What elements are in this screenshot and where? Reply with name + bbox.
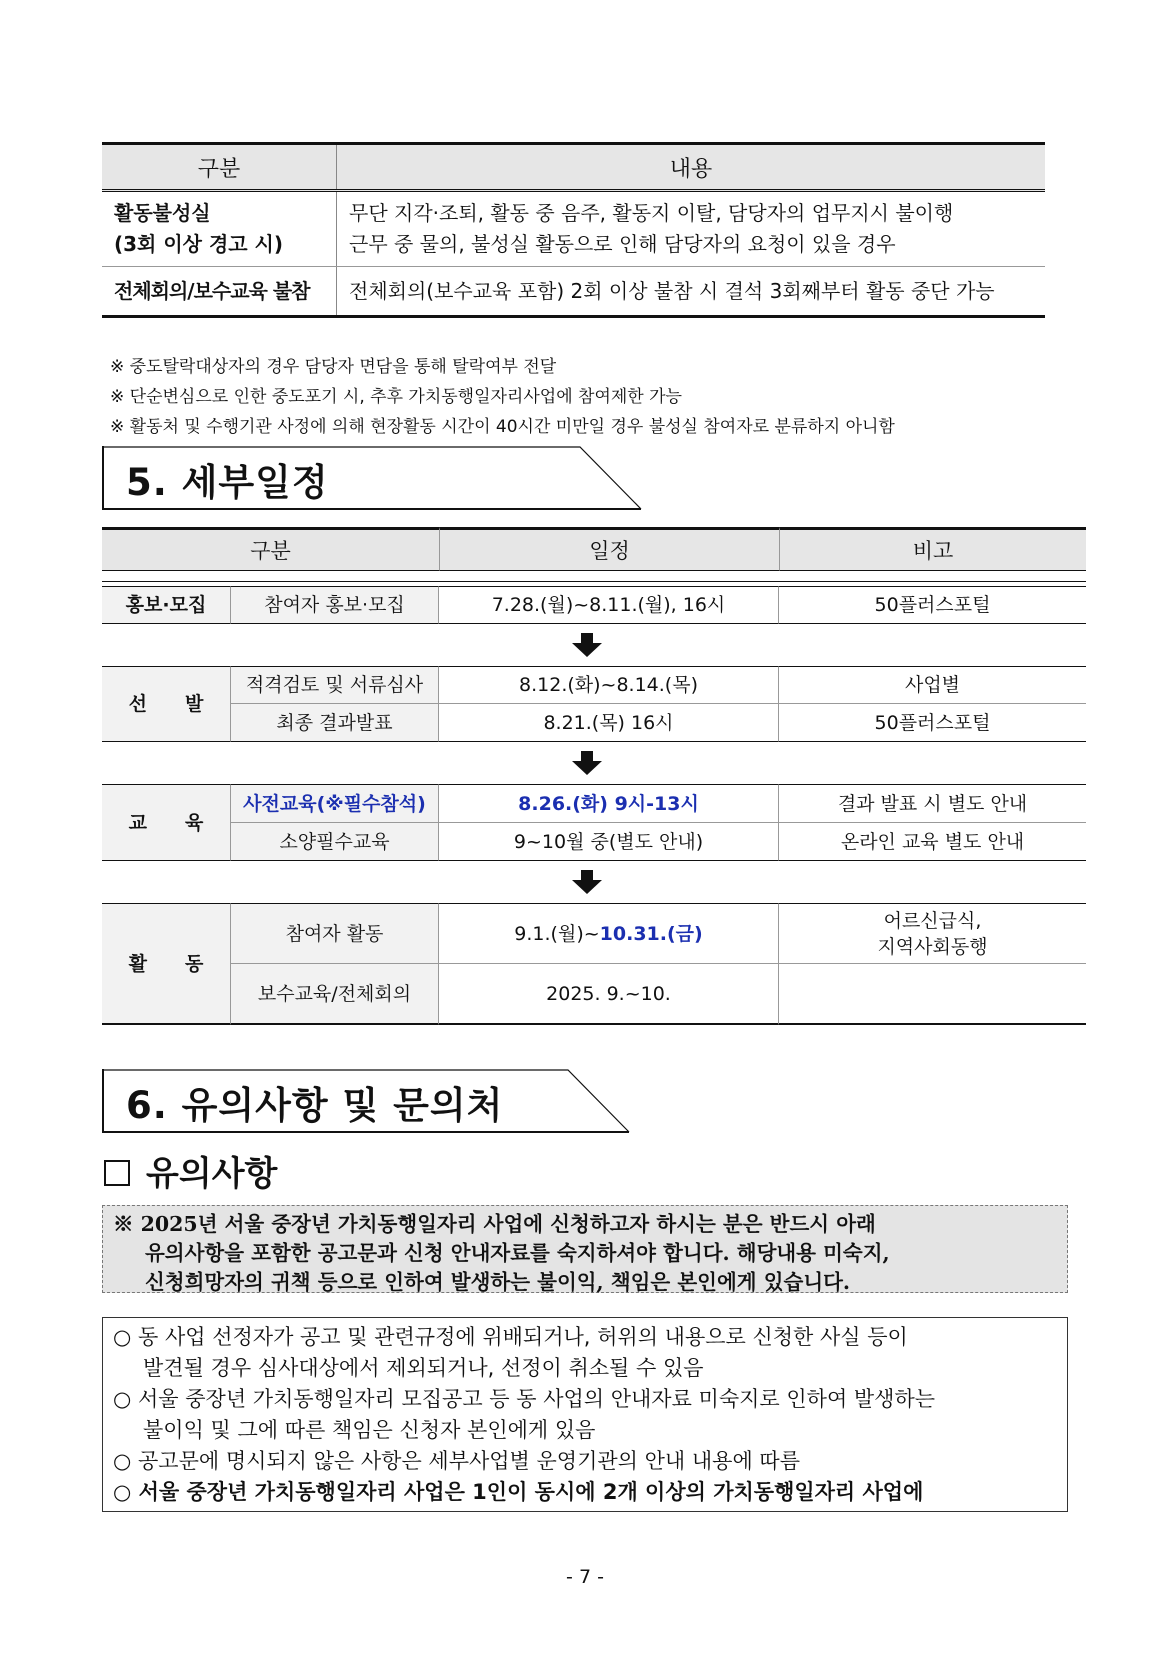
schedule-date: 2025. 9.~10.	[439, 964, 779, 1025]
note-line: 어르신급식,	[883, 909, 982, 932]
schedule-item: 참여자 활동	[230, 903, 439, 964]
table-header-row	[102, 144, 1045, 191]
schedule-note	[779, 964, 1086, 1025]
schedule-date-activity	[439, 903, 779, 964]
list-item-continuation: 불이익 및 그에 따른 책임은 신청자 본인에게 있음	[143, 1418, 596, 1442]
note-line: 지역사회동행	[877, 935, 988, 958]
schedule-note: 결과 발표 시 별도 안내	[779, 784, 1086, 823]
schedule-note: 50플러스포털	[779, 704, 1086, 742]
date-highlight: 10.31.(금)	[599, 922, 703, 945]
schedule-date: 8.21.(목) 16시	[439, 704, 779, 742]
schedule-item-highlight: 사전교육(※필수참석)	[230, 784, 439, 823]
schedule-category-education: 교 육	[102, 784, 230, 861]
caution-subtitle: 유의사항	[146, 1154, 278, 1194]
schedule-item: 참여자 홍보·모집	[230, 586, 439, 624]
table-cell-content	[337, 267, 1046, 317]
down-arrow-icon	[572, 751, 602, 775]
table-row	[102, 191, 1045, 267]
list-item: ○ 서울 중장년 가치동행일자리 모집공고 등 동 사업의 안내자료 미숙지로 인하여 발생하는	[113, 1387, 936, 1411]
section-6-heading	[102, 1069, 630, 1133]
checkbox-square-icon	[104, 1160, 130, 1186]
cell-line: 활동불성실	[114, 201, 211, 225]
date-prefix: 9.1.(월)~	[514, 922, 600, 945]
warning-line: 신청희망자의 귀책 등으로 인하여 발생하는 불이익, 책임은 본인에게 있습니다.	[145, 1270, 851, 1294]
schedule-date: 9~10월 중(별도 안내)	[439, 823, 779, 861]
schedule-date: 8.12.(화)~8.14.(목)	[439, 666, 779, 704]
warning-box	[102, 1205, 1068, 1293]
schedule-item: 소양필수교육	[230, 823, 439, 861]
schedule-date-highlight: 8.26.(화) 9시-13시	[439, 784, 779, 823]
note-withdrawal: ※ 단순변심으로 인한 중도포기 시, 추후 가치동행일자리사업에 참여제한 가능	[110, 387, 682, 407]
table-cell-content	[337, 191, 1046, 267]
cell-line: (3회 이상 경고 시)	[114, 232, 284, 256]
schedule-item: 적격검토 및 서류심사	[230, 666, 439, 704]
cell-line: 전체회의(보수교육 포함) 2회 이상 불참 시 결석 3회째부터 활동 중단 가능	[349, 278, 995, 303]
schedule-note: 온라인 교육 별도 안내	[779, 823, 1086, 861]
schedule-header-note: 비고	[779, 527, 1086, 571]
divider	[102, 581, 1086, 582]
schedule-category-promotion: 홍보·모집	[102, 586, 230, 624]
section-title: 5. 세부일정	[126, 461, 329, 504]
table-header-cell: 구분	[102, 144, 337, 191]
table-header-cell: 내용	[337, 144, 1046, 191]
cell-line: 전체회의/보수교육 불참	[114, 278, 310, 303]
schedule-note: 사업별	[779, 666, 1086, 704]
schedule-item: 보수교육/전체회의	[230, 964, 439, 1025]
down-arrow-icon	[572, 870, 602, 894]
schedule-note-activity	[779, 903, 1086, 964]
schedule-category-activity: 활 동	[102, 903, 230, 1025]
table-row	[102, 267, 1045, 317]
list-item: ○ 공고문에 명시되지 않은 사항은 세부사업별 운영기관의 안내 내용에 따름	[113, 1449, 800, 1473]
warning-line: 유의사항을 포함한 공고문과 신청 안내자료를 숙지하셔야 합니다. 해당내용 미숙지,	[145, 1241, 890, 1265]
note-activity-hours: ※ 활동처 및 수행기관 사정에 의해 현장활동 시간이 40시간 미만일 경우 불성실 참여자로 분류하지 아니함	[110, 417, 895, 437]
list-item: ○ 서울 중장년 가치동행일자리 사업은 1인이 동시에 2개 이상의 가치동행일자리 사업에	[113, 1480, 924, 1504]
schedule-note: 50플러스포털	[779, 586, 1086, 624]
conditions-table	[102, 142, 1045, 318]
schedule-category-selection: 선 발	[102, 666, 230, 742]
warning-line: ※ 2025년 서울 중장년 가치동행일자리 사업에 신청하고자 하시는 분은 반드시 아래	[113, 1212, 876, 1236]
cell-line: 무단 지각·조퇴, 활동 중 음주, 활동지 이탈, 담당자의 업무지시 불이행	[349, 201, 954, 225]
cell-line: 근무 중 물의, 불성실 활동으로 인해 담당자의 요청이 있을 경우	[349, 232, 896, 256]
caution-list-box	[102, 1317, 1068, 1512]
schedule-header-date: 일정	[439, 527, 779, 571]
list-item-continuation: 발견될 경우 심사대상에서 제외되거나, 선정이 취소될 수 있음	[143, 1356, 704, 1380]
schedule-date: 7.28.(월)~8.11.(월), 16시	[439, 586, 779, 624]
note-dropout: ※ 중도탈락대상자의 경우 담당자 면담을 통해 탈락여부 전달	[110, 357, 557, 377]
table-cell-category	[102, 191, 337, 267]
page-number: - 7 -	[566, 1566, 604, 1588]
down-arrow-icon	[572, 633, 602, 657]
list-item: ○ 동 사업 선정자가 공고 및 관련규정에 위배되거나, 허위의 내용으로 신청한 사실 등이	[113, 1325, 908, 1349]
table-cell-category	[102, 267, 337, 317]
schedule-header-category: 구분	[102, 527, 439, 571]
section-5-heading	[102, 446, 642, 510]
section-title: 6. 유의사항 및 문의처	[126, 1084, 504, 1127]
schedule-item: 최종 결과발표	[230, 704, 439, 742]
